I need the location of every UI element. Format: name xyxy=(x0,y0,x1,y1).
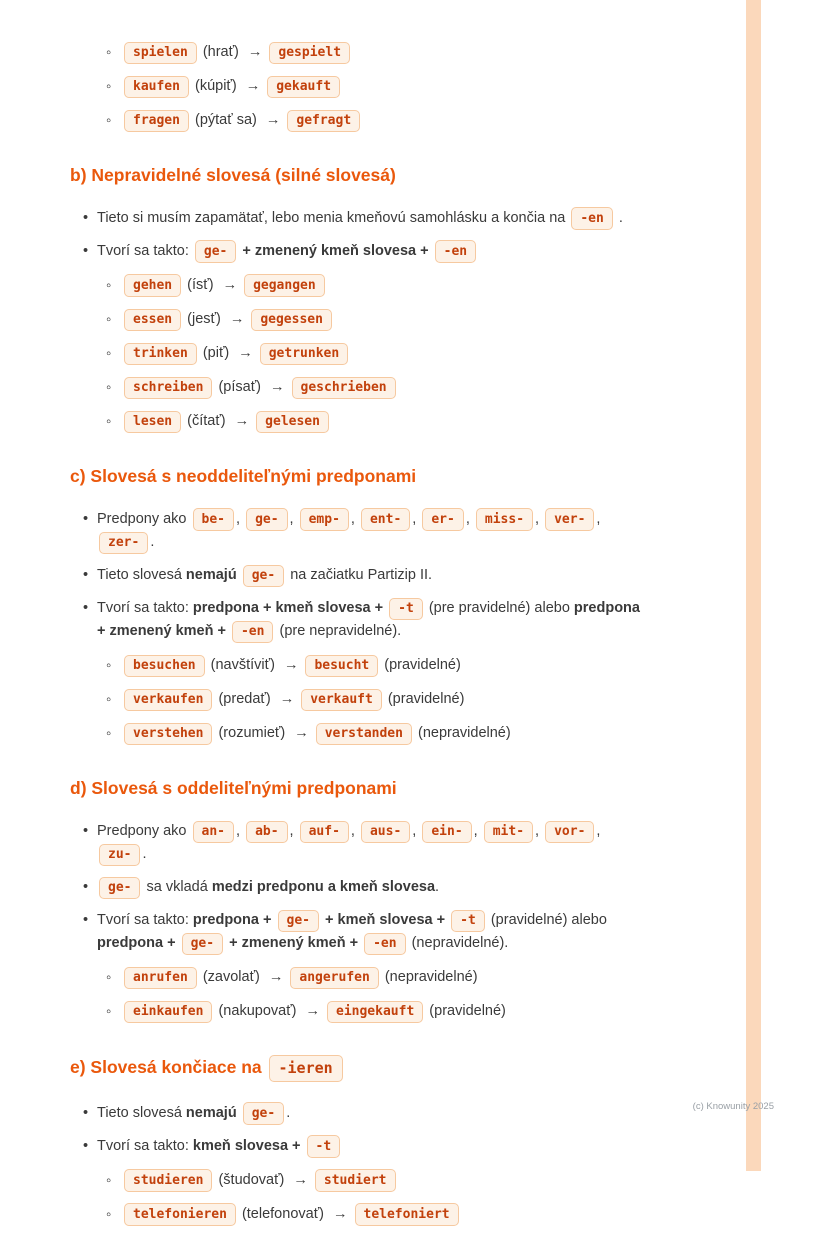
bold-text: kmeň slovesa + xyxy=(192,1137,305,1154)
bold-text: + kmeň slovesa + xyxy=(320,912,450,929)
text-run: Tvorí sa takto: xyxy=(97,242,193,259)
section-heading xyxy=(70,777,648,800)
code-tag: ver- xyxy=(545,508,594,531)
code-tag: gegangen xyxy=(244,274,325,297)
bold-text: predpona + kmeň slovesa + xyxy=(192,600,388,617)
code-tag: studiert xyxy=(315,1169,396,1192)
text-run: (pravidelné) xyxy=(425,1003,506,1020)
text-run: na začiatku Partizip II. xyxy=(286,567,433,584)
text-run: , xyxy=(412,510,421,527)
code-tag: ge- xyxy=(243,1102,284,1125)
code-tag: gehen xyxy=(124,274,181,297)
text-run: , xyxy=(465,510,474,527)
bullet-list xyxy=(70,508,648,643)
bold-text: medzi predponu a kmeň slovesa xyxy=(211,879,436,896)
text-run: (nepravidelné) xyxy=(413,725,511,742)
code-tag: eingekauft xyxy=(327,1001,423,1024)
code-tag: -ieren xyxy=(269,1055,343,1081)
text-run: (pravidelné) alebo xyxy=(486,912,607,929)
bold-text: + zmenený kmeň + xyxy=(225,935,363,952)
example-item xyxy=(70,410,648,433)
text-run: . xyxy=(150,534,155,551)
code-tag: besuchen xyxy=(124,655,205,678)
code-tag: auf- xyxy=(300,821,349,844)
example-item xyxy=(70,1000,648,1023)
text-run: (jesť) xyxy=(183,311,225,328)
bullet-item xyxy=(70,820,648,866)
code-tag: anrufen xyxy=(124,967,197,990)
text-run: , xyxy=(473,823,482,840)
arrow-icon: → xyxy=(247,44,263,60)
bullet-item xyxy=(70,564,648,587)
text-run: (pre nepravidelné). xyxy=(275,623,402,640)
text-run: . xyxy=(142,846,147,863)
text-run: Predpony ako xyxy=(97,510,191,527)
code-tag: -en xyxy=(435,240,476,263)
arrow-icon: → xyxy=(238,345,253,362)
text-run: Tieto si musím zapamätať, lebo menia kmeňovú samohlásku a končia na xyxy=(97,209,570,226)
example-item xyxy=(70,688,648,711)
code-tag: er- xyxy=(422,508,463,531)
example-item xyxy=(70,109,648,132)
code-tag: ent- xyxy=(361,508,410,531)
text-run: (telefonovať) xyxy=(237,1205,328,1222)
bullet-item xyxy=(70,207,648,230)
text-run: (nepravidelné). xyxy=(407,935,509,952)
code-tag: zer- xyxy=(99,532,148,555)
example-item xyxy=(70,722,648,745)
bold-text: predpona + xyxy=(192,912,276,929)
arrow-icon: → xyxy=(279,691,295,708)
code-tag: vor- xyxy=(545,821,594,844)
text-run xyxy=(237,1105,241,1121)
code-tag: zu- xyxy=(99,844,140,867)
code-tag: ge- xyxy=(195,240,236,263)
text-run: Tvorí sa takto: xyxy=(97,600,193,617)
code-tag: gegessen xyxy=(251,309,332,332)
text-run: (pýtať sa) xyxy=(190,112,261,129)
code-tag: gespielt xyxy=(269,42,350,65)
text-run: (pravidelné) xyxy=(380,657,461,674)
code-tag: ein- xyxy=(422,821,471,844)
code-tag: einkaufen xyxy=(124,1001,212,1024)
example-item xyxy=(70,342,648,365)
text-run: b) Nepravidelné slovesá (silné slovesá) xyxy=(70,165,396,186)
arrow-icon: → xyxy=(268,969,284,986)
text-run: , xyxy=(236,823,245,840)
text-run: , xyxy=(412,823,421,840)
code-tag: -en xyxy=(232,621,273,644)
bold-text: predpona + zmenený kmeň + xyxy=(97,600,640,640)
code-tag: ab- xyxy=(246,821,287,844)
bullet-item xyxy=(70,909,648,955)
code-tag: ge- xyxy=(246,508,287,531)
example-item xyxy=(70,41,648,64)
code-tag: schreiben xyxy=(124,377,212,400)
text-run: (rozumieť) xyxy=(214,725,290,742)
code-tag: angerufen xyxy=(290,967,378,990)
code-tag: telefoniert xyxy=(355,1203,459,1226)
code-tag: verstanden xyxy=(316,723,412,746)
arrow-icon: → xyxy=(229,311,245,328)
text-run: (piť) xyxy=(198,345,234,362)
text-run: e) Slovesá končiace na xyxy=(70,1057,267,1078)
example-list xyxy=(70,41,648,132)
bullet-item xyxy=(70,508,648,554)
code-tag: verstehen xyxy=(124,723,212,746)
text-run: , xyxy=(236,510,245,527)
code-tag: miss- xyxy=(476,508,533,531)
text-run: (pre pravidelné) alebo xyxy=(424,600,574,617)
example-item xyxy=(70,654,648,677)
code-tag: geschrieben xyxy=(292,377,396,400)
bullet-item xyxy=(70,1135,648,1158)
text-run: , xyxy=(289,823,298,840)
code-tag: lesen xyxy=(124,411,181,434)
section-heading xyxy=(70,465,648,488)
code-tag: studieren xyxy=(124,1169,212,1192)
bullet-item xyxy=(70,1102,648,1125)
text-run: sa vkladá xyxy=(142,879,212,896)
code-tag: besucht xyxy=(305,655,378,678)
section-heading xyxy=(70,1055,648,1081)
bullet-list xyxy=(70,207,648,263)
code-tag: -en xyxy=(571,207,612,230)
example-item xyxy=(70,274,648,297)
text-run: (nepravidelné) xyxy=(380,969,478,986)
bullet-list xyxy=(70,820,648,955)
bold-text: predpona + xyxy=(97,935,180,952)
example-list xyxy=(70,966,648,1023)
code-tag: kaufen xyxy=(124,76,189,99)
code-tag: aus- xyxy=(361,821,410,844)
code-tag: getrunken xyxy=(260,343,348,366)
example-item xyxy=(70,376,648,399)
code-tag: gelesen xyxy=(256,411,329,434)
document-content xyxy=(70,30,648,1237)
code-tag: verkaufen xyxy=(124,689,212,712)
arrow-icon: → xyxy=(283,657,299,674)
code-tag: -t xyxy=(451,910,485,933)
code-tag: ge- xyxy=(278,910,319,933)
watermark: (c) Knowunity 2025 xyxy=(692,1101,774,1112)
code-tag: telefonieren xyxy=(124,1203,236,1226)
code-tag: trinken xyxy=(124,343,197,366)
text-run: . xyxy=(286,1104,291,1121)
text-run: d) Slovesá s oddeliteľnými predponami xyxy=(70,778,397,799)
text-run: Tieto slovesá xyxy=(97,567,186,584)
code-tag: spielen xyxy=(124,42,197,65)
code-tag: ge- xyxy=(99,877,140,900)
bold-text: nemajú xyxy=(185,567,237,584)
text-run: (hrať) xyxy=(198,44,243,60)
text-run: c) Slovesá s neoddeliteľnými predponami xyxy=(70,466,417,487)
text-run: , xyxy=(350,510,359,527)
text-run: Tvorí sa takto: xyxy=(97,912,193,929)
arrow-icon: → xyxy=(222,276,238,293)
code-tag: gekauft xyxy=(267,76,340,99)
text-run: , xyxy=(350,823,359,840)
example-item xyxy=(70,1203,648,1226)
text-run: (kúpiť) xyxy=(190,78,241,95)
arrow-icon: → xyxy=(265,112,281,129)
example-list xyxy=(70,654,648,745)
example-list xyxy=(70,1169,648,1226)
code-tag: be- xyxy=(193,508,234,531)
bullet-item xyxy=(70,876,648,899)
text-run: (navštíviť) xyxy=(206,657,279,674)
code-tag: an- xyxy=(193,821,234,844)
text-run: . xyxy=(614,209,623,226)
page-edge-stripe xyxy=(746,0,761,1171)
arrow-icon: → xyxy=(234,413,250,430)
arrow-icon: → xyxy=(305,1003,320,1020)
example-item xyxy=(70,1169,648,1192)
section-heading xyxy=(70,164,648,187)
arrow-icon: → xyxy=(333,1205,348,1222)
code-tag: -t xyxy=(307,1135,341,1158)
text-run: , xyxy=(596,823,601,840)
text-run: . xyxy=(435,879,440,896)
code-tag: verkauft xyxy=(301,689,382,712)
arrow-icon: → xyxy=(293,1171,308,1188)
text-run: , xyxy=(535,823,544,840)
code-tag: fragen xyxy=(124,110,189,133)
text-run: (študovať) xyxy=(214,1171,289,1188)
text-run: (nakupovať) xyxy=(214,1003,301,1020)
example-list xyxy=(70,274,648,433)
code-tag: ge- xyxy=(182,933,223,956)
code-tag: -en xyxy=(364,933,405,956)
arrow-icon: → xyxy=(245,78,261,95)
example-item xyxy=(70,308,648,331)
text-run: , xyxy=(535,510,544,527)
bullet-item xyxy=(70,597,648,643)
code-tag: emp- xyxy=(300,508,349,531)
example-item xyxy=(70,75,648,98)
text-run xyxy=(237,567,241,583)
text-run: , xyxy=(289,510,298,527)
text-run: (písať) xyxy=(214,379,266,396)
text-run: Predpony ako xyxy=(97,823,191,840)
code-tag: ge- xyxy=(243,565,284,588)
arrow-icon: → xyxy=(294,725,309,742)
code-tag: gefragt xyxy=(287,110,360,133)
text-run: Tieto slovesá xyxy=(97,1104,186,1121)
bullet-list xyxy=(70,1102,648,1158)
arrow-icon: → xyxy=(270,379,285,396)
example-item xyxy=(70,966,648,989)
code-tag: -t xyxy=(389,598,423,621)
text-run: (zavolať) xyxy=(198,969,264,986)
code-tag: mit- xyxy=(484,821,533,844)
text-run: Tvorí sa takto: xyxy=(97,1137,193,1154)
code-tag: essen xyxy=(124,309,181,332)
text-run: , xyxy=(596,510,601,527)
bold-text: + zmenený kmeň slovesa + xyxy=(238,242,433,259)
text-run: (predať) xyxy=(214,691,275,708)
text-run: (ísť) xyxy=(183,276,218,293)
bullet-item xyxy=(70,240,648,263)
text-run: (pravidelné) xyxy=(383,691,465,708)
text-run: (čítať) xyxy=(183,413,230,430)
bold-text: nemajú xyxy=(185,1104,237,1121)
